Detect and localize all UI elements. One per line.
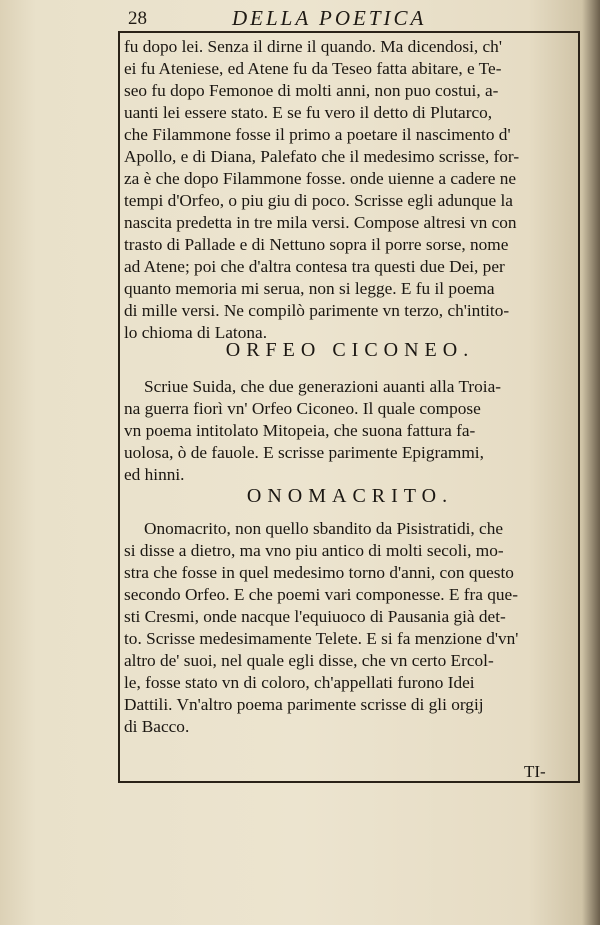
- text-line: Scriue Suida, che due generazioni auanti alla Troia-: [144, 377, 502, 396]
- text-line: Apollo, e di Diana, Palefato che il medesimo scrisse, for-: [124, 147, 520, 166]
- text-line: ad Atene; poi che d'altra contesa tra questi due Dei, per: [124, 257, 505, 276]
- text-line: sti Cresmi, onde nacque l'equiuoco di Pausania già det-: [124, 607, 506, 626]
- bottom-rule: [118, 781, 580, 783]
- left-rule: [118, 31, 120, 783]
- section-heading: ORFEO CICONEO.: [225, 339, 475, 361]
- text-line: le, fosse stato vn di coloro, ch'appellati furono Idei: [124, 673, 475, 692]
- text-line: na guerra fiorì vn' Orfeo Ciconeo. Il quale compose: [124, 399, 481, 418]
- text-line: trasto di Pallade e di Nettuno sopra il porre sorse, nome: [124, 235, 509, 254]
- text-line: che Filammone fosse il primo a poetare il nascimento d': [124, 125, 511, 144]
- right-rule: [578, 31, 580, 783]
- text-line: stra che fosse in quel medesimo torno d'anni, con questo: [124, 563, 514, 582]
- text-line: Dattili. Vn'altro poema parimente scrisse di gli orgij: [124, 695, 484, 714]
- text-line: secondo Orfeo. E che poemi vari componesse. E fra que-: [124, 585, 518, 604]
- text-line: di Bacco.: [124, 717, 190, 736]
- text-line: fu dopo lei. Senza il dirne il quando. Ma dicendosi, ch': [124, 37, 502, 56]
- text-line: nascita predetta in tre mila versi. Compose altresi vn con: [124, 213, 517, 232]
- top-rule: [118, 31, 580, 33]
- running-title: DELLA POETICA: [232, 6, 427, 30]
- text-line: si disse a dietro, ma vno piu antico di molti secoli, mo-: [124, 541, 504, 560]
- text-line: uanti lei essere stato. E se fu vero il detto di Plutarco,: [124, 103, 493, 122]
- text-line: altro de' suoi, nel quale egli disse, che vn certo Ercol-: [124, 651, 494, 670]
- text-line: uolosa, ò de fauole. E scrisse parimente Epigrammi,: [124, 443, 484, 462]
- section-heading: ONOMACRITO.: [246, 485, 454, 507]
- text-line: Onomacrito, non quello sbandito da Pisistratidi, che: [144, 519, 504, 538]
- catchword: TI-: [524, 762, 546, 781]
- text-line: ei fu Ateniese, ed Atene fu da Teseo fatta abitare, e Te-: [124, 59, 502, 78]
- text-line: to. Scrisse medesimamente Telete. E si fa menzione d'vn': [124, 629, 519, 648]
- text-line: lo chioma di Latona.: [124, 323, 268, 342]
- text-line: seo fu dopo Femonoe di molti anni, non puo costui, a-: [124, 81, 499, 100]
- text-line: quanto memoria mi serua, non si legge. E fu il poema: [124, 279, 495, 298]
- page-number: 28: [128, 8, 147, 29]
- text-line: ed hinni.: [124, 465, 185, 484]
- text-line: vn poema intitolato Mitopeia, che suona fattura fa-: [124, 421, 476, 440]
- text-line: di mille versi. Ne compilò parimente vn terzo, ch'intito-: [124, 301, 510, 320]
- text-line: tempi d'Orfeo, o piu giu di poco. Scrisse egli adunque la: [124, 191, 513, 210]
- text-line: za è che dopo Filammone fosse. onde uienne a cadere ne: [124, 169, 517, 188]
